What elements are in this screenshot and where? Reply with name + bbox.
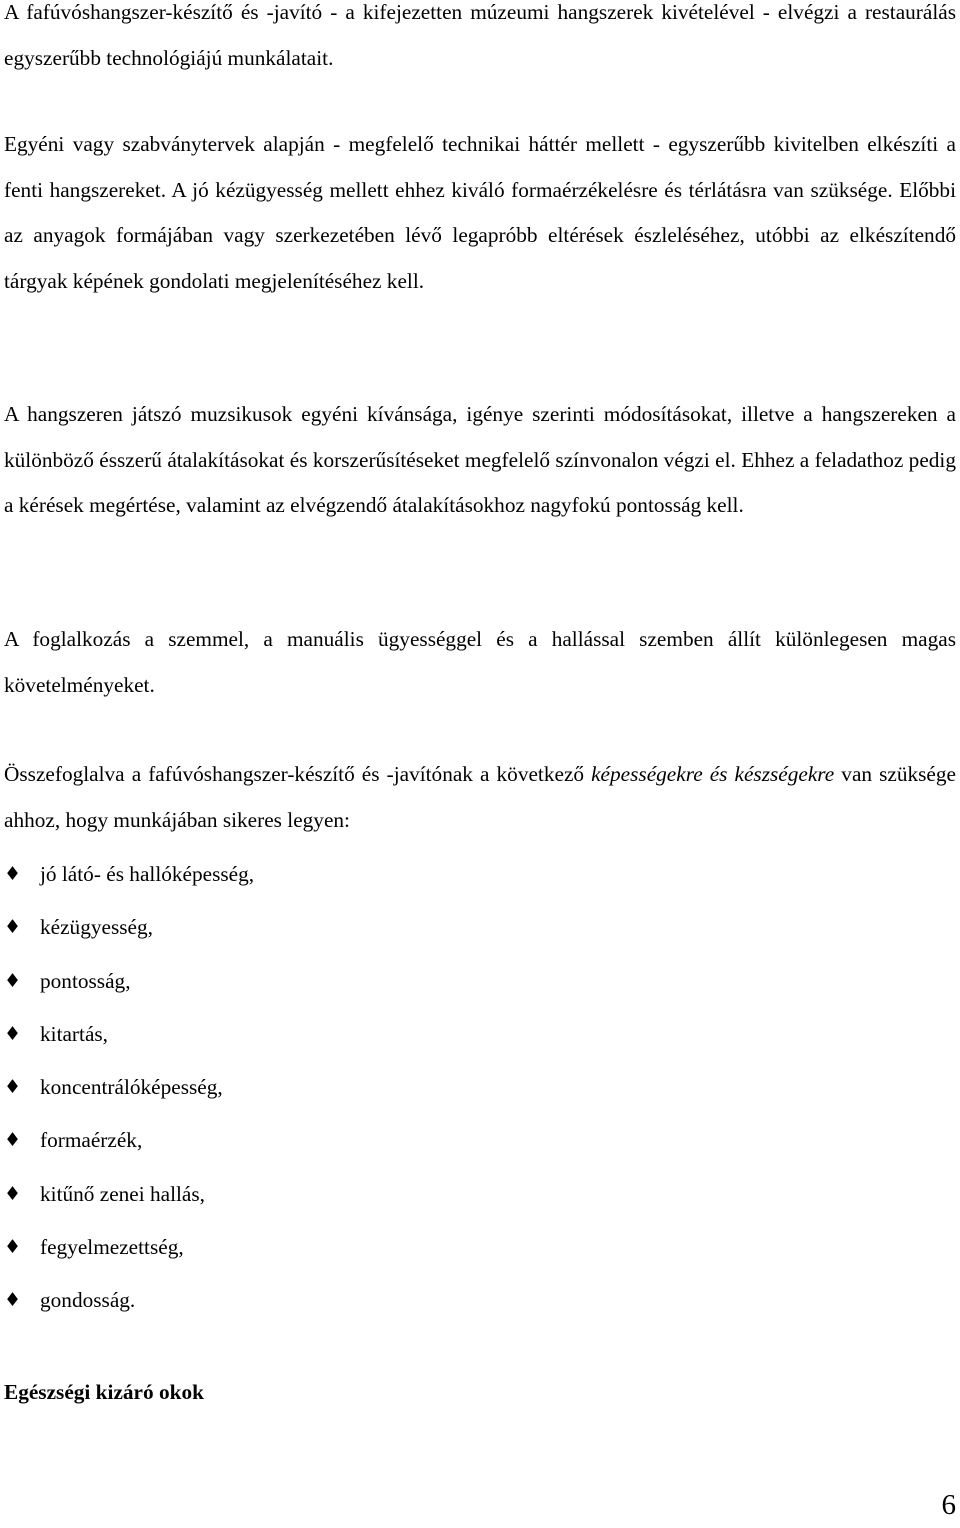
list-item-text: pontosság, bbox=[40, 968, 131, 993]
diamond-bullet-icon: ♦ bbox=[4, 1129, 22, 1152]
paragraph-summary bbox=[4, 752, 956, 843]
diamond-bullet-icon: ♦ bbox=[4, 863, 22, 885]
list-item-text: fegyelmezettség, bbox=[40, 1235, 184, 1260]
list-item-text: formaérzék, bbox=[40, 1128, 143, 1153]
skills-list bbox=[4, 851, 254, 1331]
list-item-text: kitartás, bbox=[40, 1021, 109, 1046]
diamond-bullet-icon: ♦ bbox=[4, 916, 22, 939]
paragraph-musician-requests: A hangszeren játszó muzsikusok egyéni kívánsága, igénye szerinti módosításokat, illetve a hangszereken a különböző ésszerű átalakításokat és korszerűsítéseket megfelelő színvonalon végzi el. Ehhez a feladathoz pedig a kérések megértése, valamint az elvégzendő átalakításokhoz nagyfokú pontosság kell. bbox=[4, 402, 956, 517]
diamond-bullet-icon: ♦ bbox=[4, 1182, 22, 1205]
list-item bbox=[4, 958, 254, 1011]
list-item bbox=[4, 851, 254, 904]
diamond-bullet-icon: ♦ bbox=[4, 969, 22, 992]
list-item bbox=[4, 1224, 254, 1277]
list-item-text: koncentrálóképesség, bbox=[40, 1075, 223, 1100]
diamond-bullet-icon: ♦ bbox=[4, 1236, 22, 1259]
list-item bbox=[4, 1011, 254, 1064]
diamond-bullet-icon: ♦ bbox=[4, 1076, 22, 1099]
list-item bbox=[4, 1117, 254, 1170]
page-number: 6 bbox=[941, 1489, 956, 1521]
paragraph-restoration: A fafúvóshangszer-készítő és -javító - a kifejezetten múzeumi hangszerek kivételével - elvégzi a restaurálás egyszerűbb technológiájú munkálatait. bbox=[4, 0, 956, 70]
list-item-text: jó látó- és hallóképesség, bbox=[40, 862, 255, 886]
list-item bbox=[4, 904, 254, 957]
diamond-bullet-icon: ♦ bbox=[4, 1289, 22, 1312]
paragraph-requirements: A foglalkozás a szemmel, a manuális ügyességgel és a hallással szemben állít különlegesen magas követelményeket. bbox=[4, 627, 956, 697]
list-item bbox=[4, 1171, 254, 1224]
list-item bbox=[4, 1277, 254, 1330]
summary-emphasis: képességekre és készségekre bbox=[591, 762, 835, 786]
section-heading: Egészségi kizáró okok bbox=[4, 1380, 204, 1404]
summary-text-after: van szüksége ahhoz, hogy munkájában sikeres legyen: bbox=[4, 762, 956, 832]
diamond-bullet-icon: ♦ bbox=[4, 1022, 22, 1045]
paragraph-design-skills: Egyéni vagy szabványtervek alapján - megfelelő technikai háttér mellett - egyszerűbb kivitelben elkészíti a fenti hangszereket. A jó kézügyesség mellett ehhez kiváló formaérzékelésre és térlátásra van szüksége. Előbbi az anyagok formájában vagy szerkezetében lévő legapróbb eltérések észleléséhez, utóbbi az elkészítendő tárgyak képének gondolati megjelenítéséhez kell. bbox=[4, 132, 956, 293]
list-item-text: kitűnő zenei hallás, bbox=[40, 1181, 205, 1206]
list-item bbox=[4, 1064, 254, 1117]
summary-text-before: Összefoglalva a fafúvóshangszer-készítő és -javítónak a következő bbox=[4, 762, 592, 786]
list-item-text: kézügyesség, bbox=[40, 915, 153, 940]
list-item-text: gondosság. bbox=[40, 1288, 136, 1313]
